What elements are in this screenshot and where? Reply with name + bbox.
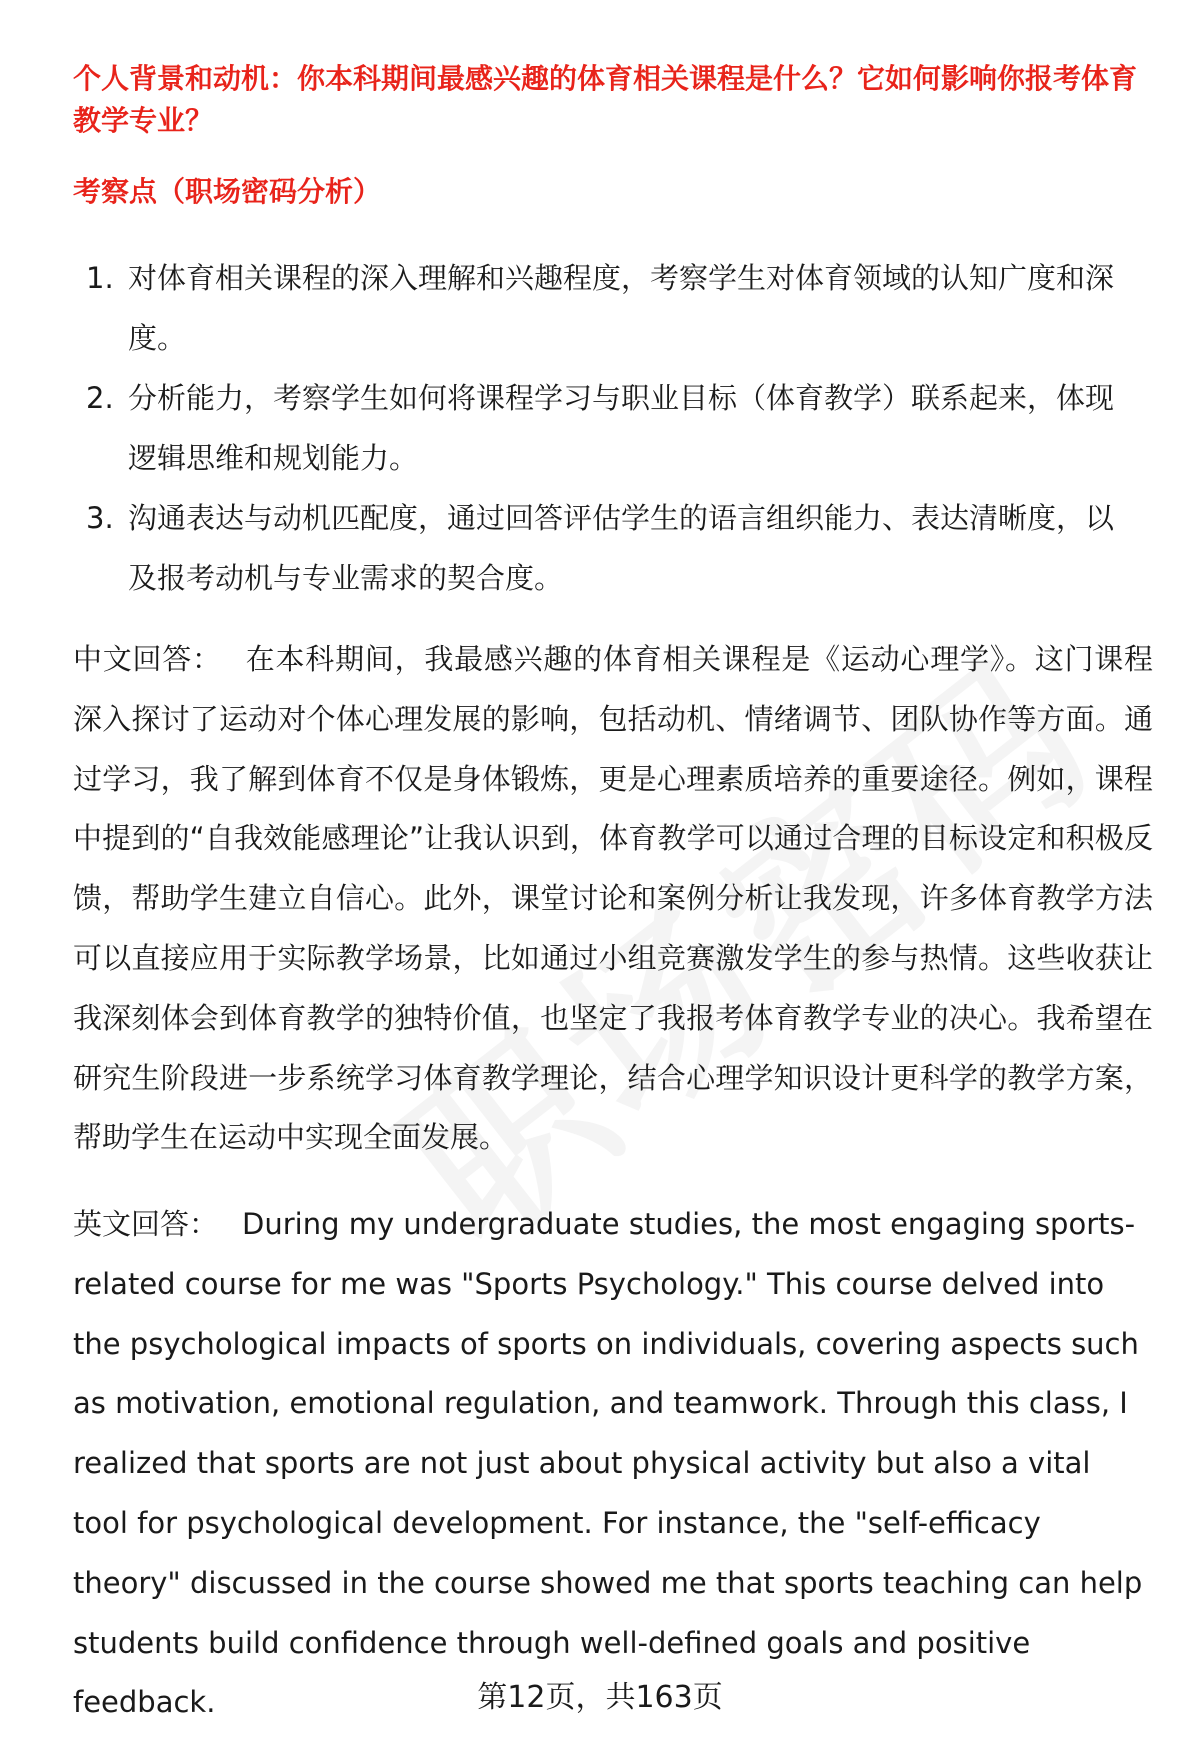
page-number: 第12页，共163页 (477, 1680, 723, 1715)
chinese-answer-text: 在本科期间，我最感兴趣的体育相关课程是《运动心理学》。这门课程深入探讨了运动对个体心理发展的影响，包括动机、情绪调节、团队协作等方面。通过学习，我了解到体育不仅是身体锻炼，更是心理素质培养的重要途径。例如，课程中提到的“自我效能感理论”让我认识到，体育教学可以通过合理的目标设定和积极反馈，帮助学生建立自信心。此外，课堂讨论和案例分析让我发现，许多体育教学方法可以直接应用于实际教学场景，比如通过小组竞赛激发学生的参与热情。这些收获让我深刻体会到体育教学的独特价值，也坚定了我报考体育教学专业的决心。我希望在研究生阶段进一步系统学习体育教学理论，结合心理学知识设计更科学的教学方案，帮助学生在运动中实现全面发展。 (73, 642, 1153, 1155)
list-item-number: 1. (86, 261, 114, 295)
english-answer-label: 英文回答： (73, 1207, 219, 1241)
list-item-number: 2. (86, 381, 114, 415)
question-heading: 个人背景和动机：你本科期间最感兴趣的体育相关课程是什么？它如何影响你报考体育教学专业？ (73, 62, 1138, 137)
list-item-number: 3. (86, 501, 114, 535)
list-item (80, 488, 1140, 608)
english-answer (73, 1195, 1153, 1733)
list-item-text: 对体育相关课程的深入理解和兴趣程度，考察学生对体育领域的认知广度和深度。 (128, 261, 1115, 355)
list-item (80, 368, 1140, 488)
list-item-text: 沟通表达与动机匹配度，通过回答评估学生的语言组织能力、表达清晰度，以及报考动机与专业需求的契合度。 (128, 501, 1115, 595)
chinese-answer (73, 630, 1153, 1168)
list-item (80, 248, 1140, 368)
assessment-points-list (80, 248, 1140, 608)
chinese-answer-label: 中文回答： (73, 642, 222, 676)
english-answer-text: During my undergraduate studies, the most engaging sports-related course for me was "Sports Psychology." This course delved into the psychological impacts of sports on individuals, covering aspects such as motivation, emotional regulation, and teamwork. Through this class, I realized that sports are not just about physical activity but also a vital tool for psychological development. For instance, the "self-efficacy theory" discussed in the course showed me that sports teaching can help students build confidence through well-defined goals and positive feedback. (73, 1207, 1143, 1720)
list-item-text: 分析能力，考察学生如何将课程学习与职业目标（体育教学）联系起来，体现逻辑思维和规划能力。 (128, 381, 1115, 475)
section-heading: 考察点（职场密码分析） (73, 175, 382, 208)
